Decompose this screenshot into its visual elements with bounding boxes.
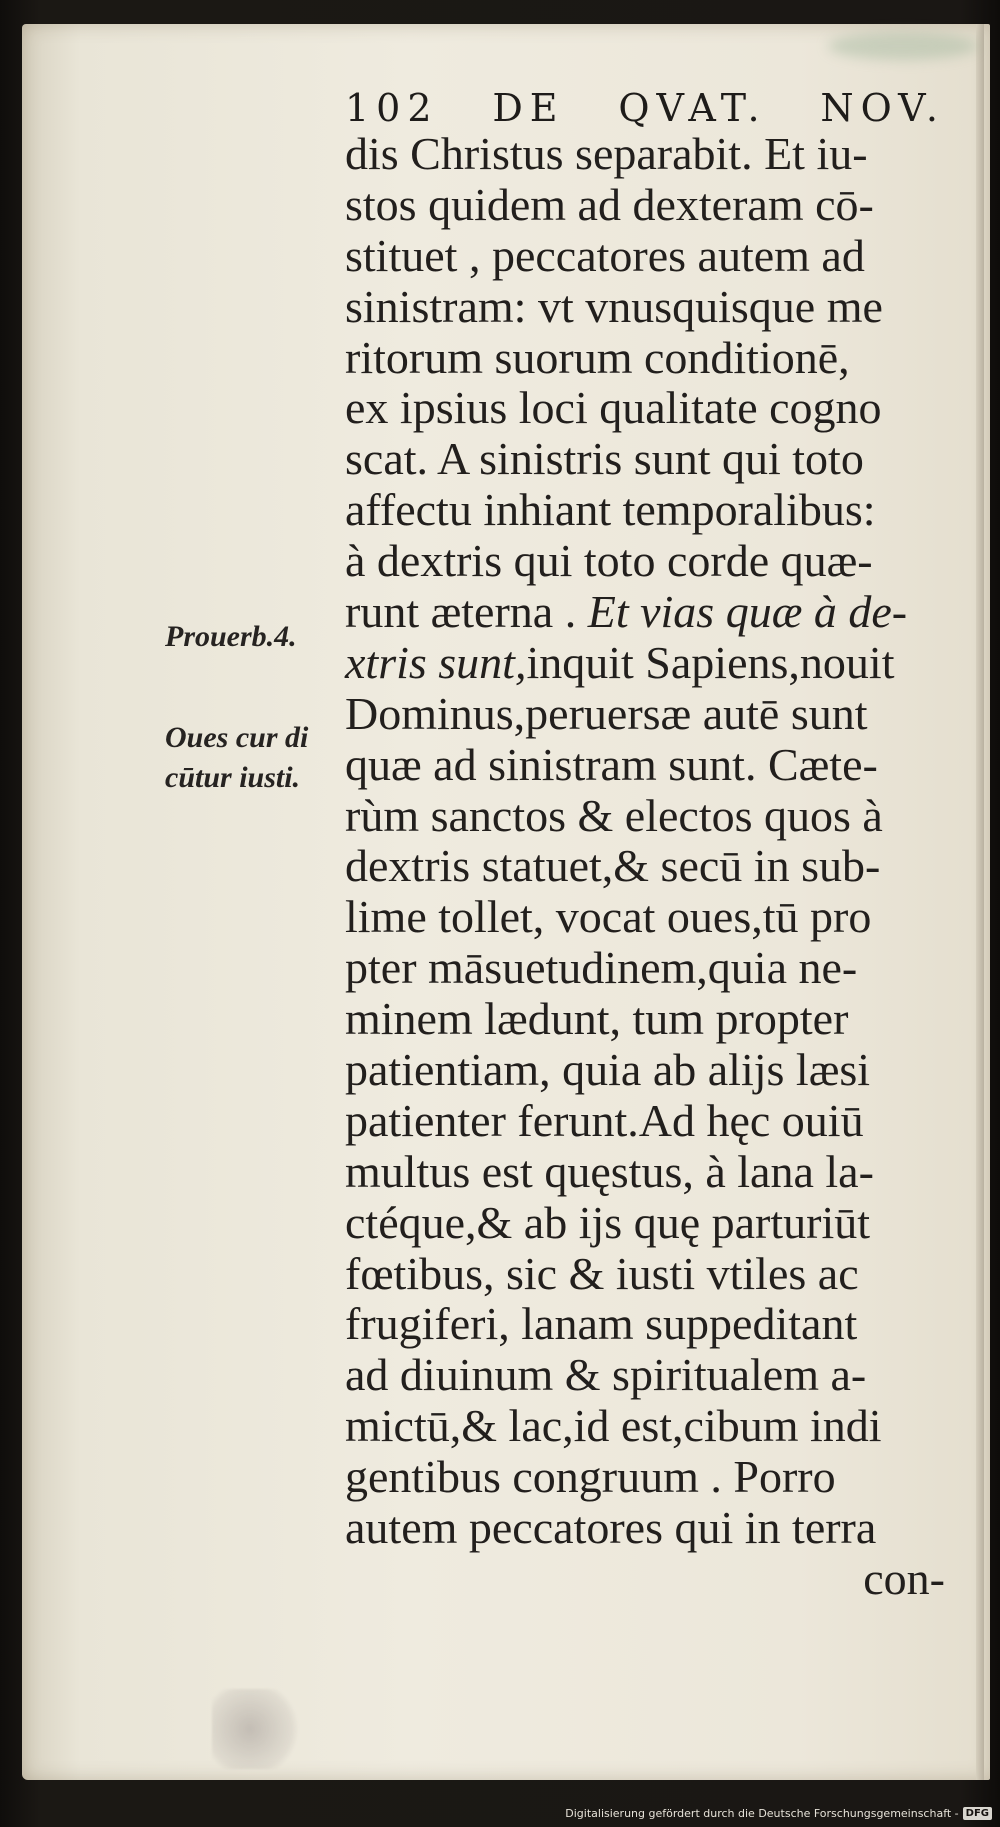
credit-text: Digitalisierung gefördert durch die Deutsche Forschungsgemeinschaft -	[565, 1806, 959, 1820]
text-line: à dextris qui toto corde quæ-	[345, 535, 873, 587]
text-line: dis Christus separabit. Et iu-	[345, 128, 868, 179]
dfg-logo: DFG	[963, 1807, 992, 1820]
text-line: frugiferi, lanam suppeditant	[345, 1298, 858, 1350]
italic-quote: xtris sunt,	[345, 636, 527, 688]
page-edge	[976, 24, 984, 1780]
margin-note-line: cūtur iusti.	[165, 761, 301, 794]
text-line: ritorum suorum conditionē,	[345, 331, 850, 383]
digitization-credit	[565, 1803, 992, 1823]
text-line: minem lædunt, tum propter	[345, 993, 849, 1045]
text-line: sinistram: vt vnusquisque me	[345, 280, 883, 332]
text-line: dextris statuet,& secū in sub-	[345, 840, 881, 892]
text-line	[345, 638, 955, 689]
text-line-end: inquit Sapiens,nouit	[526, 636, 895, 688]
margin-note-line: Oues cur di	[165, 721, 309, 754]
text-line: ad diuinum & spiritualem a-	[345, 1349, 867, 1401]
running-head-word-1: DE	[492, 86, 565, 130]
text-line	[345, 587, 955, 638]
italic-quote: Et vias quæ à de-	[587, 586, 908, 638]
library-stamp	[212, 1689, 307, 1769]
text-line-start: runt æterna .	[345, 586, 588, 638]
text-line: quæ ad sinistram sunt. Cæte-	[345, 738, 878, 790]
text-line: affectu inhiant temporalibus:	[345, 484, 876, 536]
body-text	[345, 129, 955, 1605]
text-line: lime tollet, vocat oues,tū pro	[345, 891, 872, 943]
text-line: pter māsuetudinem,quia ne-	[345, 942, 858, 994]
text-line: ctéque,& ab ijs quę parturiūt	[345, 1196, 871, 1248]
margin-note-proverbs: Prouerb.4.	[165, 620, 297, 653]
text-line: Dominus,peruersæ autē sunt	[345, 687, 868, 739]
margin-note-sheep	[165, 718, 308, 798]
text-line: mictū,& lac,id est,cibum indi	[345, 1400, 882, 1452]
text-line: stos quidem ad dexteram cō-	[345, 178, 874, 230]
text-line: stituet , peccatores autem ad	[345, 229, 865, 281]
page-stain	[828, 32, 978, 60]
running-head	[345, 86, 945, 130]
text-line: ex ipsius loci qualitate cogno	[345, 382, 882, 434]
text-line: patienter ferunt.Ad hęc ouiū	[345, 1094, 864, 1146]
text-line: scat. A sinistris sunt qui toto	[345, 433, 864, 485]
page-number: 102	[345, 86, 439, 130]
text-line: gentibus congruum . Porro	[345, 1451, 836, 1503]
text-line: autem peccatores qui in terra	[345, 1502, 877, 1554]
text-line: rùm sanctos & electos quos à	[345, 789, 883, 841]
catchword: con-	[863, 1552, 945, 1604]
text-line: multus est quęstus, à lana la-	[345, 1145, 874, 1197]
running-head-word-3: NOV.	[820, 86, 945, 130]
text-line: patientiam, quia ab alijs læsi	[345, 1044, 871, 1096]
running-head-word-2: QVAT.	[618, 86, 767, 130]
text-line: fœtibus, sic & iusti vtiles ac	[345, 1247, 859, 1299]
